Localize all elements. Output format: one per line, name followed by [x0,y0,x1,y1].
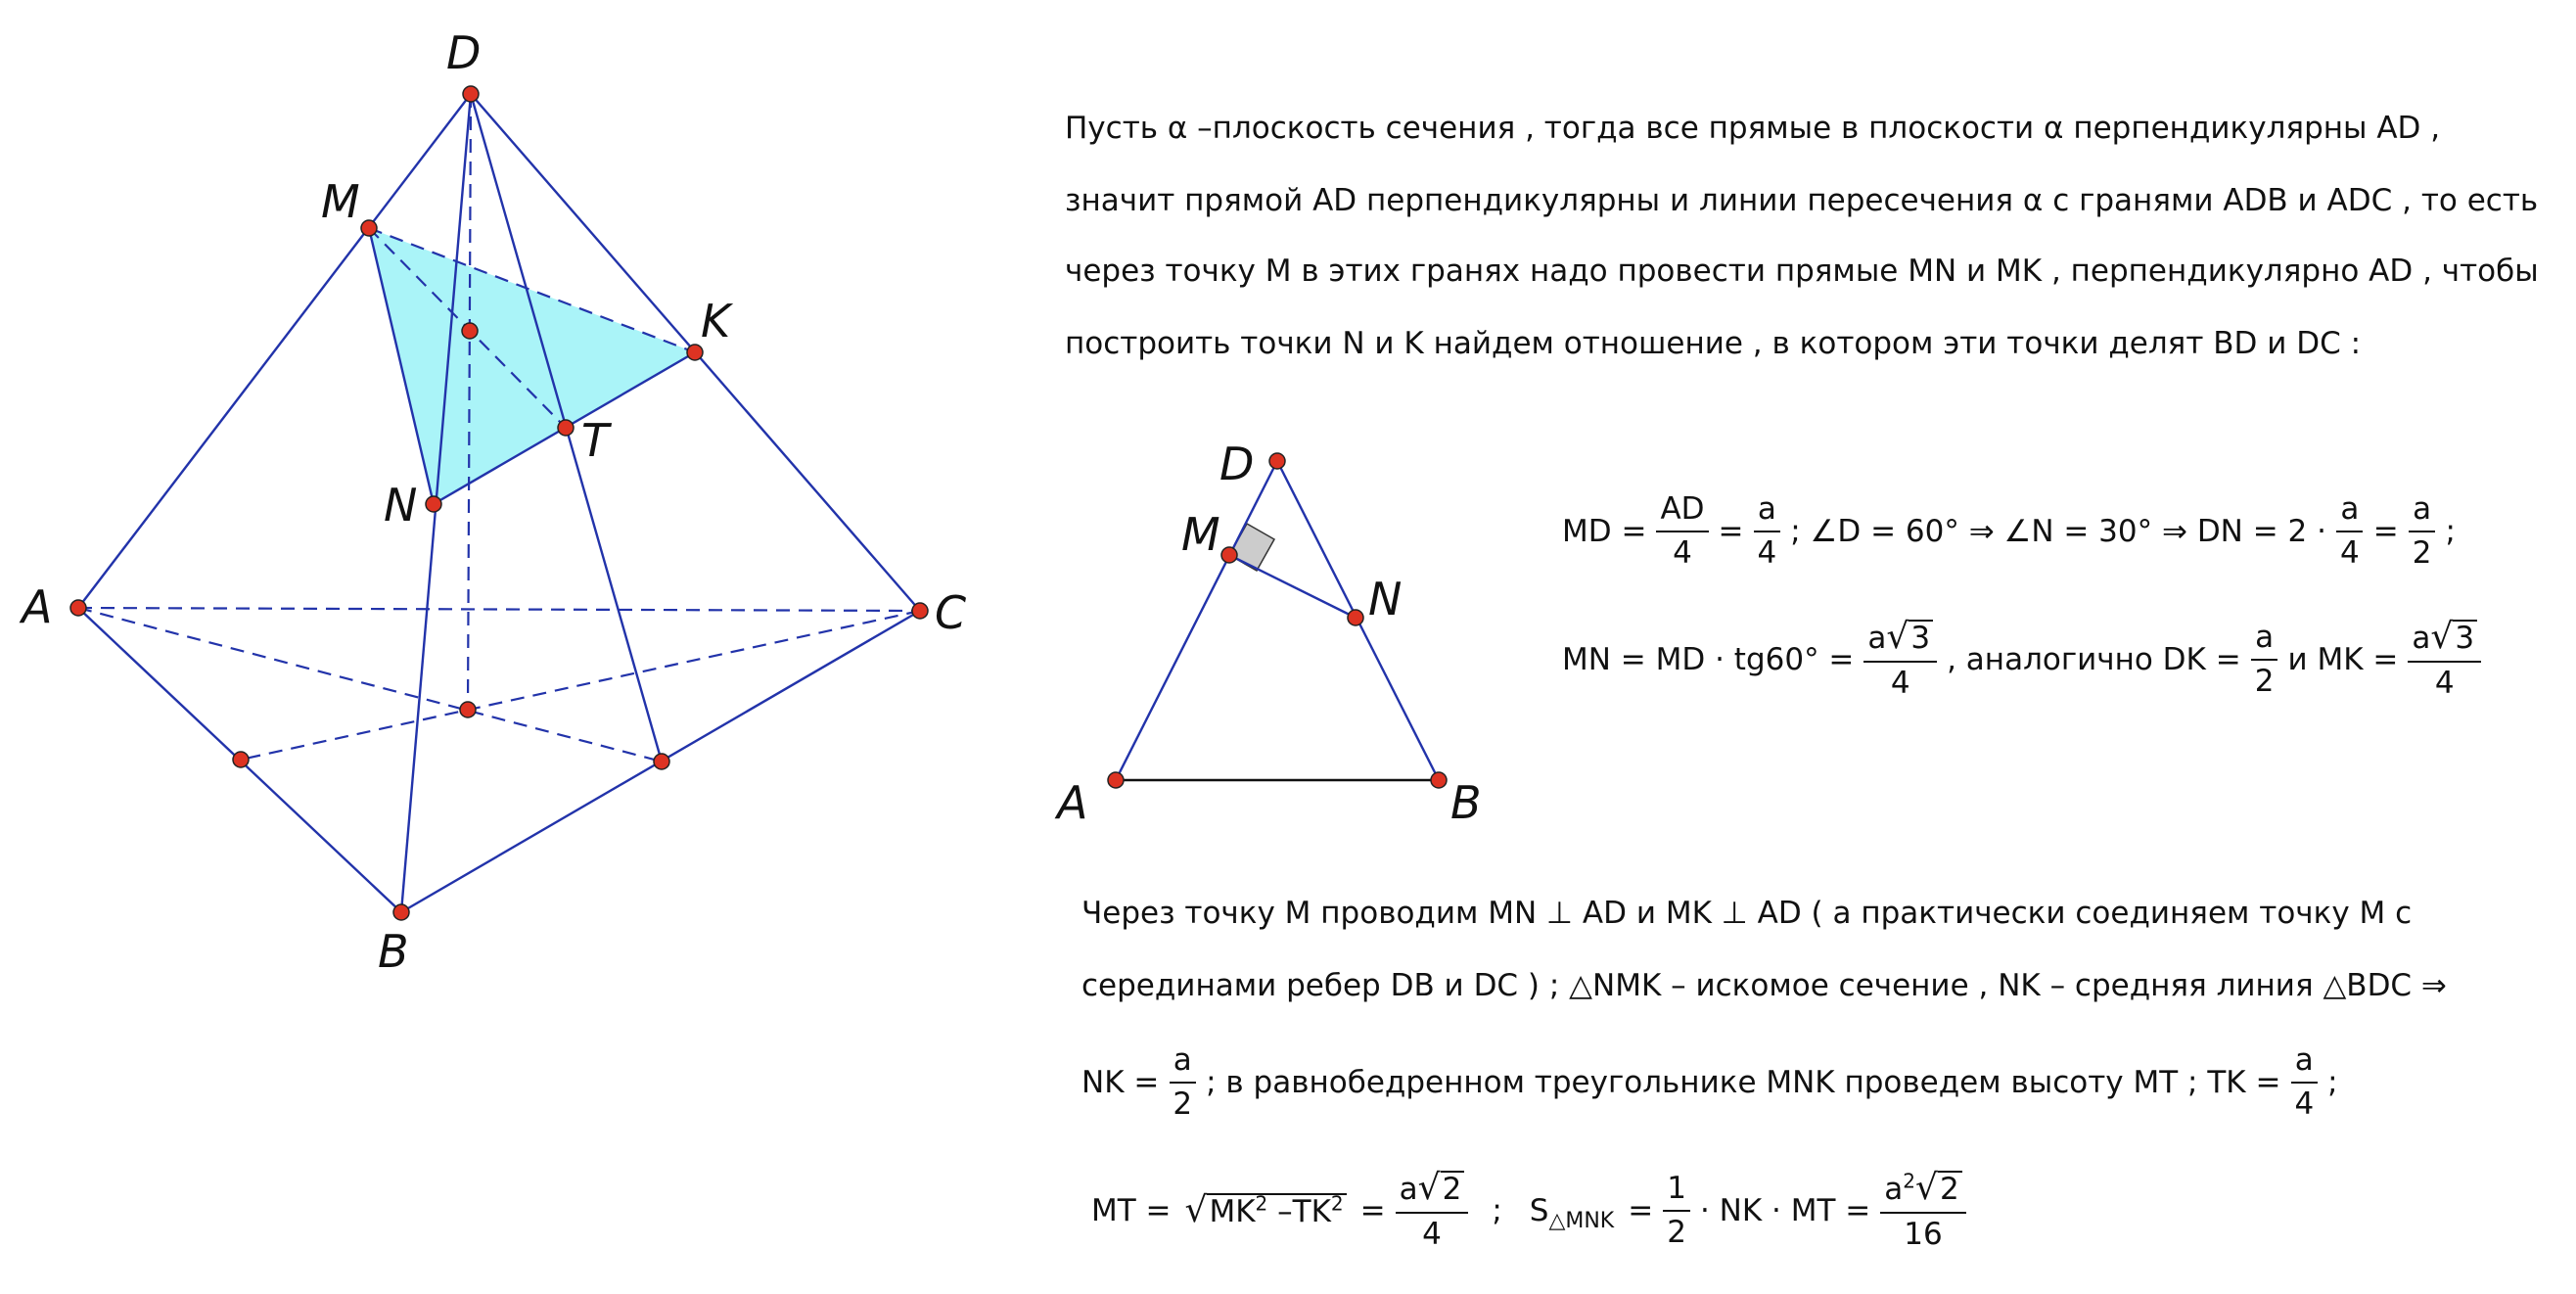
text-paragraph-5: Через точку M проводим MN ⊥ AD и MK ⊥ AD ( а практически соединяем точку M с [1081,896,2413,931]
f2-mid: , аналогично DK = [1947,641,2241,677]
point-mid-bc [654,754,669,769]
text-paragraph-3: через точку M в этих гранях надо провести прямые MN и MK , перпендикулярно AD , чтобы [1065,254,2539,289]
numerator: a [2336,494,2363,532]
numerator: a [1754,494,1780,532]
fraction [1754,491,1781,571]
small-label-a: A [1057,776,1088,829]
f4-semi: ; [1492,1192,1502,1228]
point-d [463,86,479,102]
fraction [1663,1170,1690,1250]
formula-mn [1562,617,2491,701]
f4-s: $S_{\triangle MNK}$ [1529,1192,1615,1233]
denominator: 4 [1757,535,1777,571]
f1-eq2: = [2372,514,2399,549]
small-segment-mn [1229,555,1356,618]
label-n: N [384,479,418,531]
f1-eq1: = [1718,514,1744,549]
numerator: 1 [1663,1174,1690,1212]
f1-mid: ; ∠D = 60° ⇒ ∠N = 30° ⇒ DN = 2 · [1790,514,2326,549]
small-label-n: N [1368,573,1403,625]
median-a-hidden [78,608,662,762]
formula-mt-area [1091,1168,1976,1252]
fraction [1863,617,1937,701]
numerator: a [2251,623,2277,661]
numerator: a√3 [1863,620,1937,663]
numerator: a√2 [1396,1171,1469,1214]
point-n [426,496,441,512]
numerator: $a^2√2$ [1880,1171,1965,1214]
numerator: AD [1656,494,1708,532]
denominator: 2 [2254,663,2275,699]
f2-mid2: и MK = [2287,641,2399,677]
fraction [1396,1168,1469,1252]
label-c: C [935,586,967,639]
label-t: T [581,414,610,467]
fraction [2290,1042,2318,1122]
numerator: a [2291,1045,2318,1084]
fraction [1656,491,1708,571]
text-paragraph-6: серединами ребер DB и DC ) ; △NMK – искомое сечение , NK – средняя линия △BDC ⇒ [1081,968,2447,1003]
small-point-m [1221,547,1237,563]
fraction [2409,491,2436,571]
denominator: 2 [1667,1214,1686,1250]
point-centroid-face [462,323,478,339]
denominator: 2 [1173,1086,1193,1122]
f3-end: ; [2327,1065,2338,1100]
sqrt-sign: √ [1184,1189,1208,1230]
denominator: 4 [1422,1217,1442,1252]
point-b [393,904,409,920]
point-t [558,420,574,436]
small-label-b: B [1450,776,1482,829]
f4-eq2: = [1628,1192,1654,1228]
f3-mid: ; в равнобедренном треугольнике MNK проведем высоту MT ; TK = [1206,1065,2281,1100]
small-point-n [1348,610,1363,625]
small-point-a [1108,772,1124,788]
formula-nk [1081,1042,2338,1122]
numerator: a [2409,494,2435,532]
text-paragraph-1: Пусть α –плоскость сечения , тогда все прямые в плоскости α перпендикулярны AD , [1065,111,2441,146]
small-label-d: D [1219,438,1255,490]
radicand: $MK^2$ $-TK^2$ [1207,1193,1346,1227]
right-angle-mark [1229,524,1274,571]
label-a: A [22,580,53,633]
denominator: 4 [2340,535,2360,571]
numerator: a√3 [2408,620,2481,663]
denominator: 2 [2412,535,2432,571]
denominator: 4 [2434,666,2455,701]
denominator: 4 [2294,1086,2315,1122]
denominator: 16 [1904,1217,1943,1252]
pyramid-figure [19,26,966,978]
f1-a: MD = [1562,514,1647,549]
label-b: B [378,925,409,978]
denominator: 4 [1673,535,1692,571]
numerator: a [1170,1045,1196,1084]
formula-md [1562,491,2456,571]
text-paragraph-2: значит прямой AD перпендикулярны и линии пересечения α с гранями ADB и ADC , то есть [1065,183,2539,218]
fraction [2251,619,2278,699]
label-d: D [446,26,482,79]
point-a [70,600,86,616]
f2-a: MN = MD · tg60° = [1562,641,1855,677]
fraction [1169,1042,1196,1122]
fraction [1880,1168,1965,1252]
small-triangle-figure [1054,438,1482,829]
f1-end: ; [2445,514,2456,549]
point-mid-ab [233,752,249,767]
text-paragraph-4: построить точки N и K найдем отношение , в котором эти точки делят BD и DC : [1065,326,2362,361]
point-m [361,220,377,236]
f4-a: MT = [1091,1192,1172,1228]
label-k: K [701,295,731,347]
denominator: 4 [1890,666,1910,701]
edge-ac-hidden [78,608,920,611]
section-triangle-mnk [369,228,695,504]
f4-eq1: = [1359,1192,1386,1228]
small-point-b [1431,772,1447,788]
point-center-base [460,702,476,717]
small-point-d [1269,453,1285,469]
small-label-m: M [1181,508,1220,561]
f3-a: NK = [1081,1065,1160,1100]
label-m: M [321,175,360,228]
f4-mid: · NK · MT = [1699,1192,1871,1228]
fraction [2336,491,2364,571]
point-c [912,603,928,619]
fraction [2408,617,2481,701]
median-c-hidden [241,611,920,760]
